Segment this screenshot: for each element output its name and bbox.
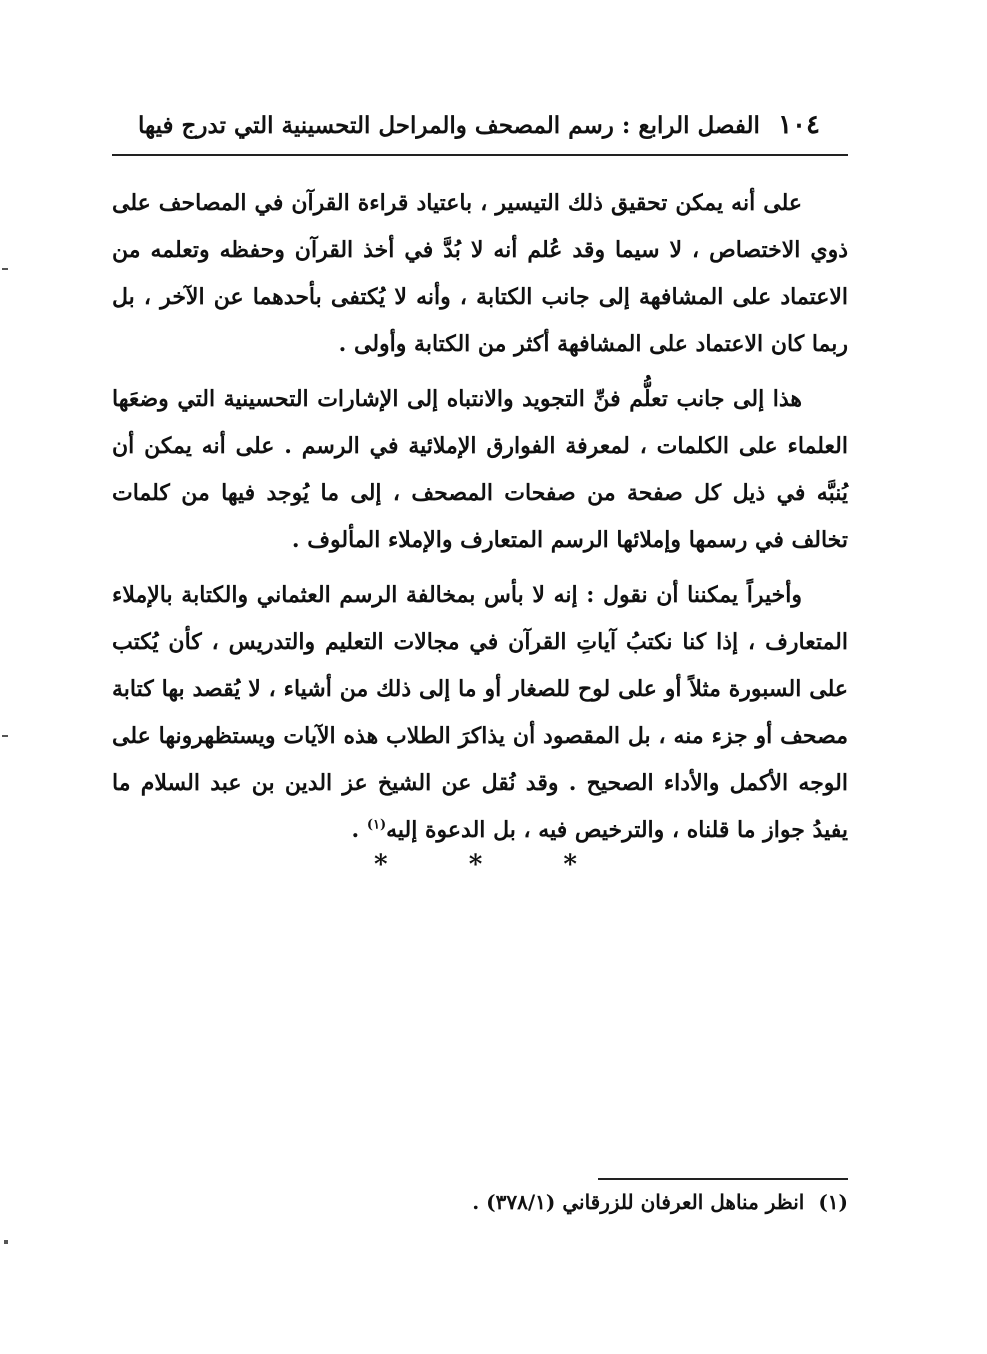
page-number: ١٠٤: [778, 110, 820, 140]
running-title: الفصل الرابع : رسم المصحف والمراحل التحسينية التي تدرج فيها: [138, 112, 760, 139]
footnote-number: (١): [818, 1190, 848, 1214]
scan-edge-mark: [4, 1240, 8, 1244]
paragraph-2: هذا إلى جانب تعلُّم فنِّ التجويد والانتباه إلى الإشارات التحسينية التي وضعَها العلماء على الكلمات ، لمعرفة الفوارق الإملائية في الرسم . على أنه يمكن أن يُنبَّه في ذيل كل صفحة من صفحات المصحف ، إلى ما يُوجد فيها من كلمات تخالف في رسمها وإملائها الرسم المتعارف والإملاء المألوف .: [112, 386, 848, 553]
paragraph-3-text: وأخيراً يمكننا أن نقول : إنه لا بأس بمخالفة الرسم العثماني والكتابة بالإملاء المتعارف ، إذا كنا نكتبُ آياتِ القرآن في مجالات التعليم والتدريس ، كأن يُكتب على السبورة مثلاً أو على لوح للصغار أو ما إلى ذلك من أشياء ، لا يُقصد بها كتابة مصحف أو جزء منه ، بل المقصود أن يذاكرَ الطلاب هذه الآيات ويستظهرونها على الوجه الأكمل والأداء الصحيح . وقد نُقل عن الشيخ عز الدين بن عبد السلام ما يفيدُ جواز ما قلناه ، والترخيص فيه ، بل الدعوة إليه: [112, 582, 848, 843]
main-text: [112, 180, 848, 854]
scan-edge-mark: [2, 735, 8, 737]
page-header: [112, 108, 848, 148]
section-separator: * * *: [374, 850, 613, 880]
footnote-reference[interactable]: (١): [366, 817, 387, 833]
footnote: [112, 1190, 848, 1214]
footnote-text: انظر مناهل العرفان للزرقاني (٣٧٨/١) .: [472, 1190, 805, 1214]
scan-edge-mark: [2, 268, 8, 270]
footnote-divider: [598, 1178, 848, 1180]
paragraph-1: على أنه يمكن تحقيق ذلك التيسير ، باعتياد قراءة القرآن في المصاحف على ذوي الاختصاص ، لا سيما وقد عُلم أنه لا بُدَّ في أخذ القرآن وحفظه وتعلمه من الاعتماد على المشافهة إلى جانب الكتابة ، وأنه لا يُكتفى بأحدهما عن الآخر ، بل ربما كان الاعتماد على المشافهة أكثر من الكتابة وأولى .: [112, 190, 849, 357]
paragraph-3-tail: .: [351, 817, 367, 843]
paragraph-3: [112, 572, 848, 854]
header-divider: [112, 154, 848, 156]
